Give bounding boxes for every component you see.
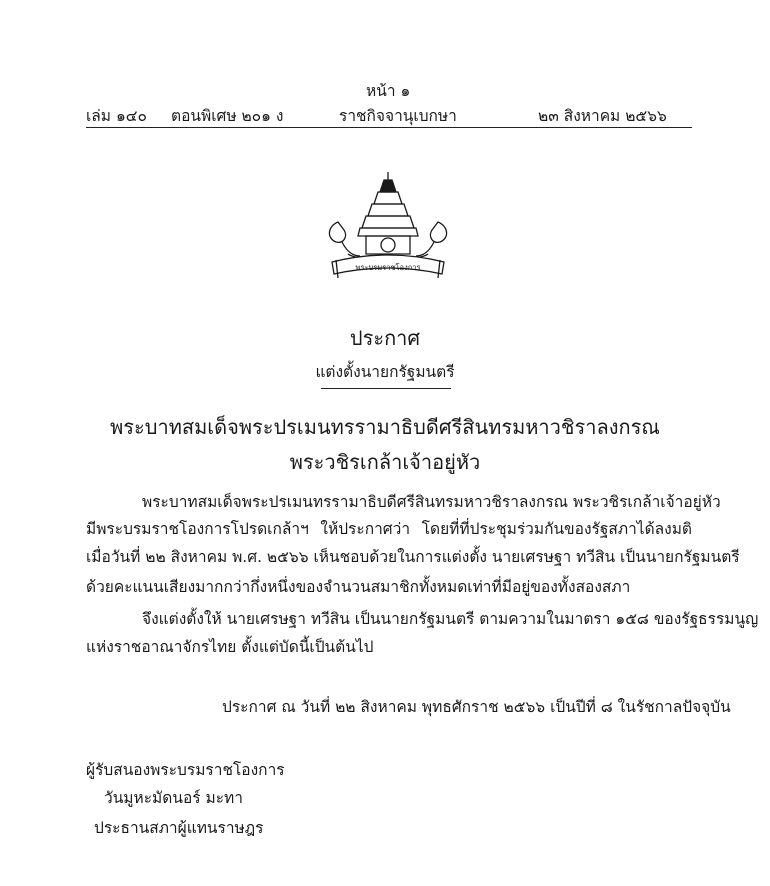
royal-emblem-icon xyxy=(318,170,458,290)
body-para1-line1: พระบาทสมเด็จพระปรเมนทรรามาธิบดีศรีสินทรมหาวชิราลงกรณ พระวชิรเกล้าเจ้าอยู่หัว xyxy=(142,493,721,511)
gazette-volume: เล่ม ๑๔๐ xyxy=(86,107,147,125)
gazette-title: ราชกิจจานุเบกษา xyxy=(339,107,457,125)
body-para1-line4: ด้วยคะแนนเสียงมากกว่ากึ่งหนึ่งของจำนวนสมาชิกทั้งหมดเท่าที่มีอยู่ของทั้งสองสภา xyxy=(86,578,631,596)
announcement-subtitle: แต่งตั้งนายกรัฐมนตรี xyxy=(315,363,455,381)
body-para1-line2: มีพระบรมราชโองการโปรดเกล้าฯ ให้ประกาศว่า โดยที่ที่ประชุมร่วมกันของรัฐสภาได้ลงมติ xyxy=(86,520,692,538)
body-para2-line1: จึงแต่งตั้งให้ นายเศรษฐา ทวีสิน เป็นนายกรัฐมนตรี ตามความในมาตรา ๑๕๘ ของรัฐธรรมนูญ xyxy=(142,610,759,628)
header-rule xyxy=(86,127,692,128)
emblem-motto: พระบรมราชโองการ xyxy=(355,263,421,272)
gazette-issue: ตอนพิเศษ ๒๐๑ ง xyxy=(171,107,284,125)
royal-name-line1: พระบาทสมเด็จพระปรเมนทรรามาธิบดีศรีสินทรมหาวชิราลงกรณ xyxy=(110,415,660,439)
countersign-position: ประธานสภาผู้แทนราษฎร xyxy=(94,819,264,837)
countersign-name: วันมูหะมัดนอร์ มะทา xyxy=(104,789,243,807)
royal-name-line2: พระวชิรเกล้าเจ้าอยู่หัว xyxy=(289,450,481,474)
body-para2-line2: แห่งราชอาณาจักรไทย ตั้งแต่บัดนี้เป็นต้นไป xyxy=(86,638,374,656)
page-number: หน้า ๑ xyxy=(366,82,411,100)
body-para1-line3: เมื่อวันที่ ๒๒ สิงหาคม พ.ศ. ๒๕๖๖ เห็นชอบด้วยในการแต่งตั้ง นายเศรษฐา ทวีสิน เป็นนายกรัฐมนตรี xyxy=(86,548,740,566)
announcement-title: ประกาศ xyxy=(349,326,421,350)
gazette-date: ๒๓ สิงหาคม ๒๕๖๖ xyxy=(538,107,667,125)
dated-line: ประกาศ ณ วันที่ ๒๒ สิงหาคม พุทธศักราช ๒๕๖๖ เป็นปีที่ ๘ ในรัชกาลปัจจุบัน xyxy=(222,698,731,716)
title-underline xyxy=(321,388,451,389)
countersign-label: ผู้รับสนองพระบรมราชโองการ xyxy=(86,761,285,779)
